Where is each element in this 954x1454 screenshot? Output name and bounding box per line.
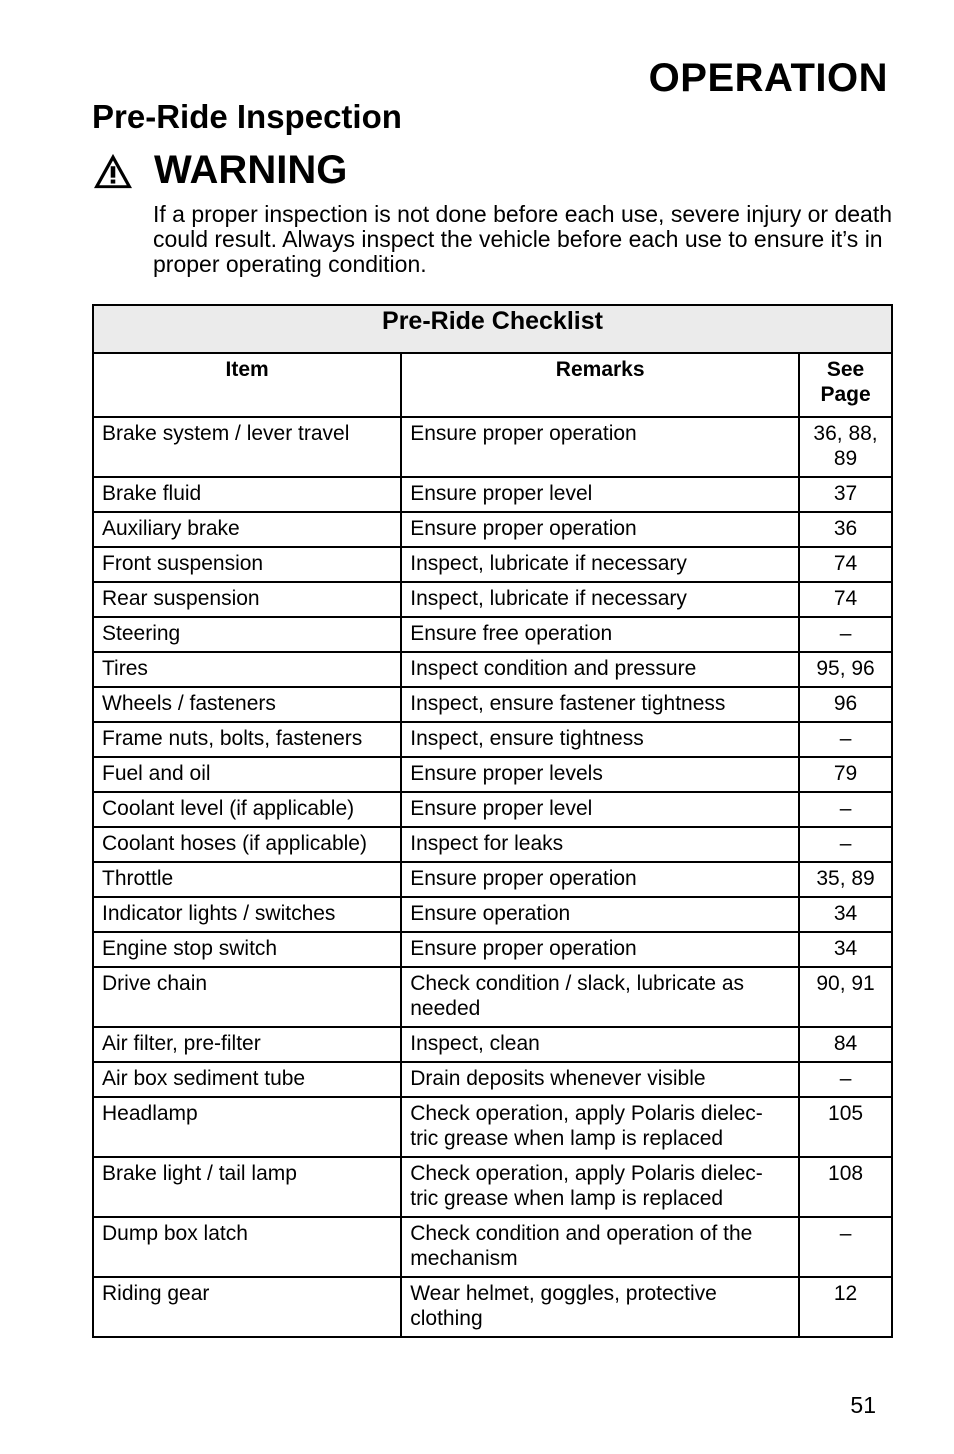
chapter-title: OPERATION bbox=[648, 56, 888, 100]
remarks-cell: Inspect, lubricate if necessary bbox=[401, 582, 799, 617]
item-cell: Drive chain bbox=[93, 967, 401, 1027]
remarks-cell: Ensure free operation bbox=[401, 617, 799, 652]
item-cell: Air box sediment tube bbox=[93, 1062, 401, 1097]
header-see-page: See Page bbox=[799, 353, 892, 417]
see-page-cell: 108 bbox=[799, 1157, 892, 1217]
item-cell: Dump box latch bbox=[93, 1217, 401, 1277]
table-caption-row bbox=[93, 305, 892, 353]
remarks-cell: Inspect, clean bbox=[401, 1027, 799, 1062]
remarks-cell: Inspect, ensure tightness bbox=[401, 722, 799, 757]
item-cell: Brake light / tail lamp bbox=[93, 1157, 401, 1217]
item-cell: Headlamp bbox=[93, 1097, 401, 1157]
warning-text: If a proper inspection is not done before each use, severe injury or death could result. Always inspect the vehicle before each use to ensure it’s in proper operating condition. bbox=[153, 201, 893, 277]
see-page-cell: 36 bbox=[799, 512, 892, 547]
see-page-cell: 84 bbox=[799, 1027, 892, 1062]
remarks-cell: Check condition / slack, lubricate as needed bbox=[401, 967, 799, 1027]
item-cell: Rear suspension bbox=[93, 582, 401, 617]
table-row bbox=[93, 582, 892, 617]
table-row bbox=[93, 617, 892, 652]
item-cell: Indicator lights / switches bbox=[93, 897, 401, 932]
pre-ride-checklist-table bbox=[92, 304, 893, 1338]
table-row bbox=[93, 417, 892, 477]
table-row bbox=[93, 1027, 892, 1062]
item-cell: Front suspension bbox=[93, 547, 401, 582]
remarks-cell: Check operation, apply Polaris dielec-tric grease when lamp is replaced bbox=[401, 1157, 799, 1217]
section-title: Pre-Ride Inspection bbox=[92, 98, 402, 135]
table-row bbox=[93, 477, 892, 512]
table-row bbox=[93, 792, 892, 827]
item-cell: Coolant hoses (if applicable) bbox=[93, 827, 401, 862]
remarks-cell: Ensure proper operation bbox=[401, 932, 799, 967]
remarks-cell: Ensure proper operation bbox=[401, 862, 799, 897]
table-row bbox=[93, 1097, 892, 1157]
remarks-cell: Inspect, ensure fastener tightness bbox=[401, 687, 799, 722]
see-page-cell: 74 bbox=[799, 582, 892, 617]
see-page-cell: 34 bbox=[799, 932, 892, 967]
remarks-cell: Inspect condition and pressure bbox=[401, 652, 799, 687]
see-page-cell: – bbox=[799, 827, 892, 862]
table-row bbox=[93, 1157, 892, 1217]
remarks-cell: Ensure proper levels bbox=[401, 757, 799, 792]
see-page-cell: – bbox=[799, 792, 892, 827]
item-cell: Engine stop switch bbox=[93, 932, 401, 967]
remarks-cell: Inspect for leaks bbox=[401, 827, 799, 862]
remarks-cell: Ensure proper level bbox=[401, 792, 799, 827]
table-caption: Pre-Ride Checklist bbox=[93, 305, 892, 353]
table-row bbox=[93, 722, 892, 757]
remarks-cell: Wear helmet, goggles, protective clothing bbox=[401, 1277, 799, 1337]
header-remarks: Remarks bbox=[401, 353, 799, 417]
page-number: 51 bbox=[850, 1392, 876, 1418]
see-page-cell: 36, 88, 89 bbox=[799, 417, 892, 477]
table-row bbox=[93, 1217, 892, 1277]
warning-header bbox=[92, 148, 347, 193]
see-page-cell: 95, 96 bbox=[799, 652, 892, 687]
see-page-cell: 34 bbox=[799, 897, 892, 932]
table-row bbox=[93, 932, 892, 967]
item-cell: Steering bbox=[93, 617, 401, 652]
table-row bbox=[93, 862, 892, 897]
table-row bbox=[93, 652, 892, 687]
table-row bbox=[93, 897, 892, 932]
see-page-cell: 35, 89 bbox=[799, 862, 892, 897]
see-page-cell: 12 bbox=[799, 1277, 892, 1337]
see-page-cell: 79 bbox=[799, 757, 892, 792]
item-cell: Riding gear bbox=[93, 1277, 401, 1337]
see-page-cell: 90, 91 bbox=[799, 967, 892, 1027]
table-row bbox=[93, 967, 892, 1027]
table-row bbox=[93, 827, 892, 862]
remarks-cell: Ensure operation bbox=[401, 897, 799, 932]
item-cell: Auxiliary brake bbox=[93, 512, 401, 547]
item-cell: Throttle bbox=[93, 862, 401, 897]
remarks-cell: Drain deposits whenever visible bbox=[401, 1062, 799, 1097]
warning-triangle-icon bbox=[92, 152, 134, 190]
remarks-cell: Ensure proper operation bbox=[401, 512, 799, 547]
remarks-cell: Check condition and operation of the mechanism bbox=[401, 1217, 799, 1277]
table-header-row bbox=[93, 353, 892, 417]
table-row bbox=[93, 757, 892, 792]
item-cell: Fuel and oil bbox=[93, 757, 401, 792]
see-page-cell: 105 bbox=[799, 1097, 892, 1157]
item-cell: Coolant level (if applicable) bbox=[93, 792, 401, 827]
remarks-cell: Ensure proper level bbox=[401, 477, 799, 512]
item-cell: Tires bbox=[93, 652, 401, 687]
table-row bbox=[93, 512, 892, 547]
table-row bbox=[93, 547, 892, 582]
see-page-cell: 37 bbox=[799, 477, 892, 512]
see-page-cell: – bbox=[799, 722, 892, 757]
see-page-cell: – bbox=[799, 1062, 892, 1097]
remarks-cell: Check operation, apply Polaris dielec-tric grease when lamp is replaced bbox=[401, 1097, 799, 1157]
warning-title: WARNING bbox=[154, 148, 348, 192]
item-cell: Brake fluid bbox=[93, 477, 401, 512]
item-cell: Frame nuts, bolts, fasteners bbox=[93, 722, 401, 757]
item-cell: Air filter, pre-filter bbox=[93, 1027, 401, 1062]
see-page-cell: 96 bbox=[799, 687, 892, 722]
item-cell: Brake system / lever travel bbox=[93, 417, 401, 477]
remarks-cell: Inspect, lubricate if necessary bbox=[401, 547, 799, 582]
remarks-cell: Ensure proper operation bbox=[401, 417, 799, 477]
table-row bbox=[93, 687, 892, 722]
table-row bbox=[93, 1062, 892, 1097]
header-item: Item bbox=[93, 353, 401, 417]
table-row bbox=[93, 1277, 892, 1337]
table-body bbox=[93, 417, 892, 1337]
see-page-cell: – bbox=[799, 1217, 892, 1277]
see-page-cell: 74 bbox=[799, 547, 892, 582]
see-page-cell: – bbox=[799, 617, 892, 652]
item-cell: Wheels / fasteners bbox=[93, 687, 401, 722]
